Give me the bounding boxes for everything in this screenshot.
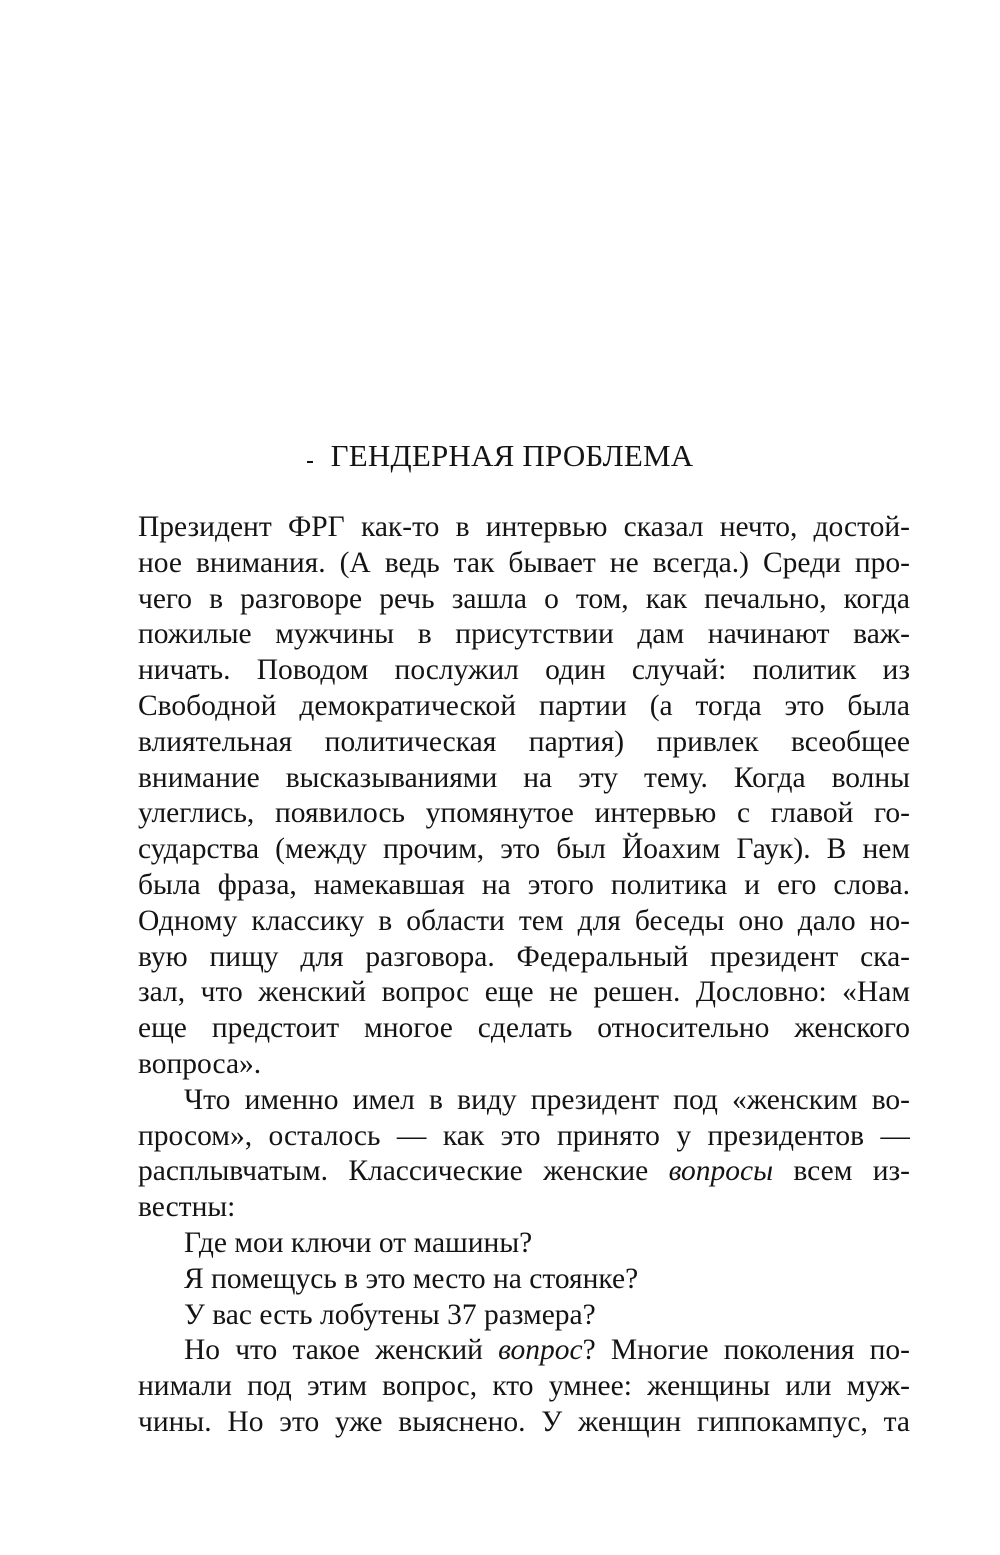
text-line: вопроса». [138,1047,262,1080]
emphasis-word: вопрос [498,1334,583,1367]
text-line [138,1333,910,1369]
text-fragment: расплывчатым. Классические женские [138,1155,669,1188]
text-line: еще предстоит многое сделать относительно женского [138,1012,910,1045]
text-line: чего в разговоре речь зашла о том, как печально, когда [138,582,910,615]
text-line: была фраза, намекавшая на этого политика и его слова. [138,868,910,901]
text-line: Президент ФРГ как-то в интервью сказал нечто, достой- [138,511,910,543]
body-text [138,510,910,1441]
quoted-question: Где мои ключи от машины? [184,1226,533,1259]
chapter-heading [0,438,1000,474]
text-line: ное внимания. (А ведь так бывает не всегда.) Среди про- [138,546,910,579]
text-line: улеглись, появилось упомянутое интервью с главой го- [138,797,910,830]
text-line: пожилые мужчины в присутствии дам начинают важ- [138,618,910,651]
text-fragment: всем из- [773,1155,910,1188]
text-line: внимание высказываниями на эту тему. Когда волны [138,761,910,794]
quoted-question: У вас есть лобутены 37 размера? [184,1298,596,1331]
text-line: Одному классику в области тем для беседы оно дало но- [138,904,910,937]
text-line: просом», осталось — как это принято у президентов — [138,1119,910,1152]
text-line: вую пищу для разговора. Федеральный президент ска- [138,940,910,973]
text-line [138,1154,910,1190]
text-line: нимали под этим вопрос, кто умнее: женщины или муж- [138,1370,910,1403]
text-line: чины. Но это уже выяснено. У женщин гиппокампус, та [138,1405,910,1438]
chapter-title: ГЕНДЕРНАЯ ПРОБЛЕМА [330,438,694,473]
emphasis-word: вопросы [668,1155,774,1188]
quoted-question: Я помещусь в это место на стоянке? [184,1262,639,1295]
text-line: ничать. Поводом послужил один случай: политик из [138,654,910,687]
text-line: зал, что женский вопрос еще не решен. Дословно: «Нам [138,976,910,1009]
text-line: сударства (между прочим, это был Йоахим Гаук). В нем [138,833,910,866]
text-line: Свободной демократической партии (а тогда это была [138,689,910,722]
heading-dash-mark [307,461,313,463]
text-fragment: Но что такое женский [184,1334,499,1367]
text-fragment: ? Многие поколения по- [582,1334,910,1367]
text-line: Что именно имел в виду президент под «женским во- [184,1083,910,1116]
text-line: влиятельная политическая партия) привлек всеобщее [138,725,910,758]
text-line: вестны: [138,1191,236,1224]
